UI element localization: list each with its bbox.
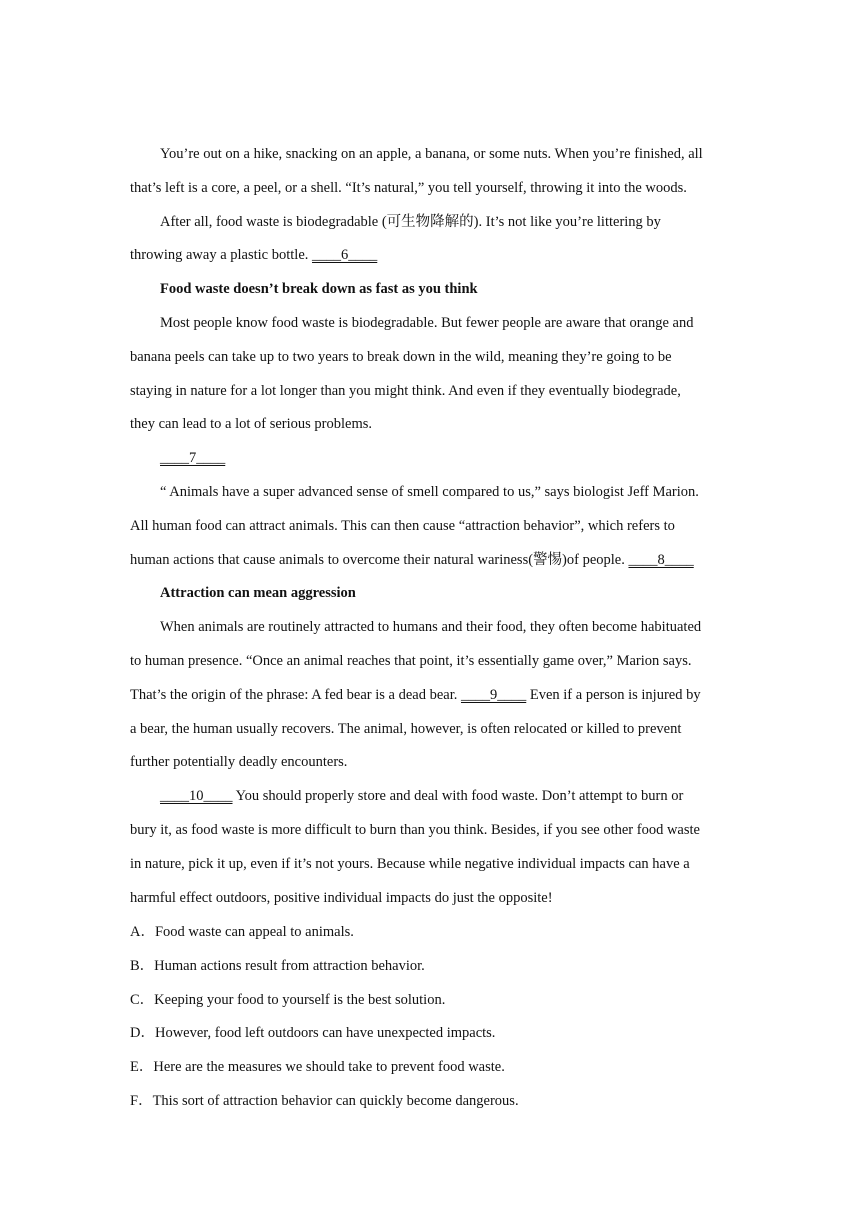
- paragraph-5-line-1: When animals are routinely attracted to humans and their food, they often become habituated: [160, 619, 702, 636]
- paragraph-4-text: human actions that cause animals to overcome their natural wariness(警惕)of people.: [130, 551, 629, 568]
- option-c: C．Keeping your food to yourself is the best solution.: [130, 991, 446, 1008]
- paragraph-5-line-4: a bear, the human usually recovers. The animal, however, is often relocated or killed to prevent: [130, 720, 682, 737]
- paragraph-6-line-2: bury it, as food waste is more difficult to burn than you think. Besides, if you see other food waste: [130, 821, 700, 838]
- paragraph-1-line-1: You’re out on a hike, snacking on an apple, a banana, or some nuts. When you’re finished, all: [160, 146, 703, 162]
- paragraph-6-line-3: in nature, pick it up, even if it’s not yours. Because while negative individual impacts can have a: [130, 855, 690, 872]
- answer-options: [130, 916, 730, 1119]
- paragraph-3-line-4: they can lead to a lot of serious problems.: [130, 416, 373, 433]
- option-f: F．This sort of attraction behavior can quickly become dangerous.: [130, 1092, 519, 1109]
- blank-8: ____8____: [628, 551, 694, 568]
- paragraph-3-line-3: staying in nature for a lot longer than you might think. And even if they eventually biodegrade,: [130, 382, 681, 399]
- paragraph-4-line-1: “ Animals have a super advanced sense of smell compared to us,” says biologist Jeff Marion.: [160, 483, 699, 500]
- blank-10: ____10____: [160, 788, 233, 805]
- option-a: A．Food waste can appeal to animals.: [130, 924, 354, 940]
- paragraph-6-text: You should properly store and deal with food waste. Don’t attempt to burn or: [232, 788, 684, 805]
- heading-aggression: Attraction can mean aggression: [160, 585, 356, 602]
- paragraph-5-line-3: [130, 679, 730, 713]
- paragraph-4-line-3: [130, 544, 730, 578]
- paragraph-2-line-1: After all, food waste is biodegradable (可生物降解的). It’s not like you’re littering by: [160, 213, 661, 230]
- paragraph-3-line-1: Most people know food waste is biodegradable. But fewer people are aware that orange and: [160, 314, 694, 331]
- paragraph-2-text: throwing away a plastic bottle.: [130, 247, 313, 264]
- paragraph-1-line-2: that’s left is a core, a peel, or a shell. “It’s natural,” you tell yourself, throwing it into the woods.: [130, 179, 687, 196]
- blank-9: ____9____: [460, 686, 527, 703]
- paragraph-6-line-1: [130, 780, 730, 814]
- paragraph-5-text-pre: That’s the origin of the phrase: A fed bear is a dead bear.: [130, 686, 461, 703]
- paragraph-5-text-post: Even if a person is injured by: [526, 686, 701, 703]
- paragraph-6-line-4: harmful effect outdoors, positive individual impacts do just the opposite!: [130, 889, 553, 906]
- paragraph-5-line-5: further potentially deadly encounters.: [130, 754, 348, 771]
- paragraph-5-line-2: to human presence. “Once an animal reaches that point, it’s essentially game over,” Marion says.: [130, 652, 692, 669]
- paragraph-2-line-2: [130, 239, 730, 273]
- option-d: D．However, food left outdoors can have unexpected impacts.: [130, 1025, 496, 1042]
- blank-6: ____6____: [312, 247, 378, 264]
- heading-break-down: Food waste doesn’t break down as fast as you think: [160, 281, 478, 298]
- passage: [130, 138, 730, 915]
- option-b: B．Human actions result from attraction behavior.: [130, 957, 425, 974]
- paragraph-3-line-2: banana peels can take up to two years to break down in the wild, meaning they’re going to be: [130, 348, 672, 365]
- blank-7: ____7____: [160, 450, 226, 467]
- option-e: E．Here are the measures we should take to prevent food waste.: [130, 1059, 505, 1076]
- paragraph-4-line-2: All human food can attract animals. This can then cause “attraction behavior”, which refers to: [130, 517, 675, 534]
- blank-7-line: [130, 442, 730, 476]
